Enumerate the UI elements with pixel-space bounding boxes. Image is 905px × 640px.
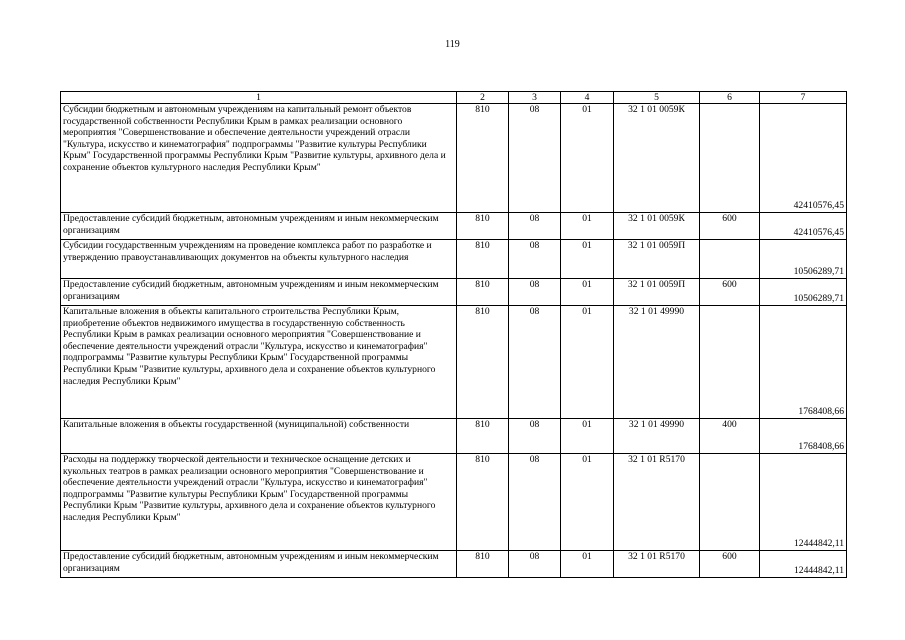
row-code-2: 810 <box>457 306 509 419</box>
row-code-3: 08 <box>509 306 561 419</box>
row-code-6: 600 <box>700 213 760 240</box>
row-code-6: 600 <box>700 279 760 306</box>
row-amount: 1768408,66 <box>760 306 847 419</box>
row-code-6: 400 <box>700 419 760 454</box>
row-amount: 42410576,45 <box>760 104 847 213</box>
row-code-6: 600 <box>700 551 760 578</box>
row-code-4: 01 <box>561 279 614 306</box>
row-amount: 42410576,45 <box>760 213 847 240</box>
row-code-5: 32 1 01 49990 <box>614 306 700 419</box>
row-code-4: 01 <box>561 213 614 240</box>
table-row <box>61 551 847 578</box>
row-description: Расходы на поддержку творческой деятельности и техническое оснащение детских и кукольных театров в рамках реализации основного мероприятия "Совершенствование и обеспечение деятельности учреждений отрасли "Культура, искусство и кинематография" подпрограммы "Развитие культуры Республики Крым" Государственной программы Республики Крым "Развитие культуры, архивного дела и сохранение объектов культурного наследия Республики Крым" <box>61 454 457 551</box>
row-code-4: 01 <box>561 551 614 578</box>
budget-table <box>60 91 847 578</box>
table-header-row <box>61 92 847 104</box>
table-row <box>61 306 847 419</box>
row-code-5: 32 1 01 0059К <box>614 104 700 213</box>
row-code-5: 32 1 01 R5170 <box>614 551 700 578</box>
row-code-3: 08 <box>509 240 561 279</box>
row-amount: 12444842,11 <box>760 454 847 551</box>
row-code-5: 32 1 01 0059П <box>614 279 700 306</box>
row-description: Субсидии бюджетным и автономным учреждениям на капитальный ремонт объектов государственной собственности Республики Крым в рамках реализации основного мероприятия "Совершенствование и обеспечение деятельности учреждений отрасли "Культура, искусство и кинематография" подпрограммы "Развитие культуры Республики Крым" Государственной программы Республики Крым "Развитие культуры, архивного дела и сохранение объектов культурного наследия Республики Крым" <box>61 104 457 213</box>
row-code-2: 810 <box>457 240 509 279</box>
row-code-3: 08 <box>509 104 561 213</box>
row-code-3: 08 <box>509 551 561 578</box>
table-row <box>61 279 847 306</box>
row-code-5: 32 1 01 R5170 <box>614 454 700 551</box>
row-code-4: 01 <box>561 419 614 454</box>
header-cell: 2 <box>457 92 509 104</box>
table-row <box>61 419 847 454</box>
row-amount: 10506289,71 <box>760 240 847 279</box>
row-description: Предоставление субсидий бюджетным, автономным учреждениям и иным некоммерческим организациям <box>61 551 457 578</box>
row-code-2: 810 <box>457 454 509 551</box>
table-row <box>61 213 847 240</box>
row-description: Предоставление субсидий бюджетным, автономным учреждениям и иным некоммерческим организациям <box>61 279 457 306</box>
row-code-4: 01 <box>561 104 614 213</box>
row-code-5: 32 1 01 49990 <box>614 419 700 454</box>
row-code-5: 32 1 01 0059П <box>614 240 700 279</box>
row-code-6 <box>700 240 760 279</box>
row-code-5: 32 1 01 0059К <box>614 213 700 240</box>
header-cell: 3 <box>509 92 561 104</box>
row-description: Капитальные вложения в объекты капитального строительства Республики Крым, приобретение объектов недвижимого имущества в государственную собственность Республики Крым в рамках реализации основного мероприятия "Совершенствование и обеспечение деятельности учреждений отрасли "Культура, искусство и кинематография" подпрограммы "Развитие культуры Республики Крым" Государственной программы Республики Крым "Развитие культуры, архивного дела и сохранение объектов культурного наследия Республики Крым" <box>61 306 457 419</box>
row-description: Субсидии государственным учреждениям на проведение комплекса работ по разработке и утверждению правоустанавливающих документов на объекты культурного наследия <box>61 240 457 279</box>
row-code-3: 08 <box>509 279 561 306</box>
row-code-6 <box>700 454 760 551</box>
table-row <box>61 240 847 279</box>
row-code-2: 810 <box>457 279 509 306</box>
row-code-4: 01 <box>561 306 614 419</box>
header-cell: 7 <box>760 92 847 104</box>
row-description: Предоставление субсидий бюджетным, автономным учреждениям и иным некоммерческим организациям <box>61 213 457 240</box>
row-code-6 <box>700 306 760 419</box>
row-code-3: 08 <box>509 419 561 454</box>
row-code-2: 810 <box>457 213 509 240</box>
row-code-2: 810 <box>457 419 509 454</box>
header-cell: 5 <box>614 92 700 104</box>
header-cell: 6 <box>700 92 760 104</box>
row-code-3: 08 <box>509 213 561 240</box>
row-code-4: 01 <box>561 454 614 551</box>
row-code-3: 08 <box>509 454 561 551</box>
row-amount: 1768408,66 <box>760 419 847 454</box>
row-amount: 12444842,11 <box>760 551 847 578</box>
page-number: 119 <box>445 39 460 50</box>
row-amount: 10506289,71 <box>760 279 847 306</box>
row-description: Капитальные вложения в объекты государственной (муниципальной) собственности <box>61 419 457 454</box>
table-row <box>61 104 847 213</box>
row-code-2: 810 <box>457 104 509 213</box>
header-cell: 1 <box>61 92 457 104</box>
header-cell: 4 <box>561 92 614 104</box>
row-code-2: 810 <box>457 551 509 578</box>
table-row <box>61 454 847 551</box>
row-code-4: 01 <box>561 240 614 279</box>
row-code-6 <box>700 104 760 213</box>
